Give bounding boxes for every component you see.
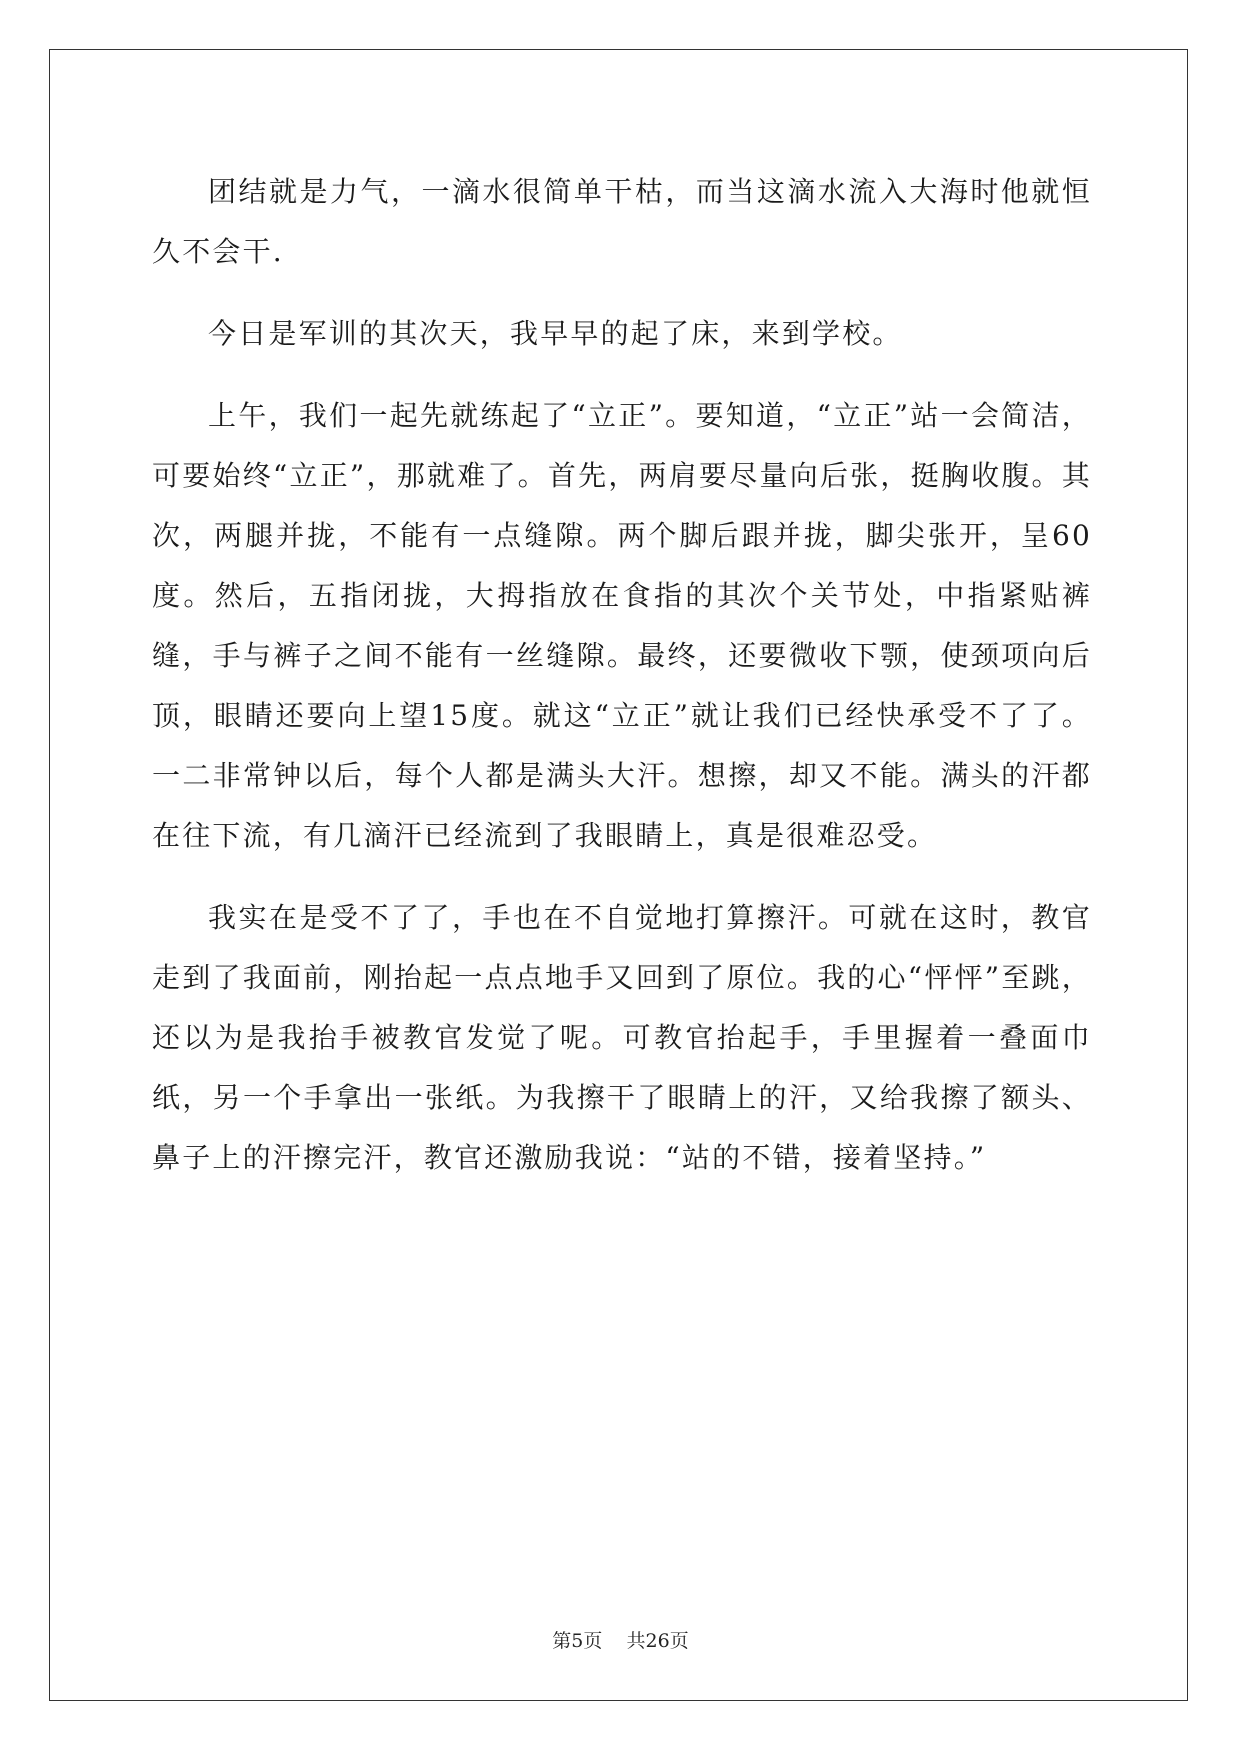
page-footer: [0, 1626, 1241, 1653]
page-number-current: 第5页: [552, 1630, 603, 1652]
paragraph-2: 今日是军训的其次天，我早早的起了床，来到学校。: [208, 317, 903, 350]
paragraph-1: 团结就是力气，一滴水很简单干枯，而当这滴水流入大海时他就恒久不会干.: [152, 175, 1092, 268]
paragraph-3: 上午，我们一起先就练起了“立正”。要知道，“立正”站一会简洁，可要始终“立正”，那就难了。首先，两肩要尽量向后张，挺胸收腹。其次，两腿并拢，不能有一点缝隙。两个脚后跟并拢，脚尖张开，呈60度。然后，五指闭拢，大拇指放在食指的其次个关节处，中指紧贴裤缝，手与裤子之间不能有一丝缝隙。最终，还要微收下颚，使颈项向后顶，眼睛还要向上望15度。就这“立正”就让我们已经快承受不了了。一二非常钟以后，每个人都是满头大汗。想擦，却又不能。满头的汗都在往下流，有几滴汗已经流到了我眼睛上，真是很难忍受。: [152, 399, 1092, 852]
page-number-total: 共26页: [626, 1630, 689, 1652]
document-body: [152, 162, 1092, 1210]
paragraph-4: 我实在是受不了了，手也在不自觉地打算擦汗。可就在这时，教官走到了我面前，刚抬起一点点地手又回到了原位。我的心“怦怦”至跳，还以为是我抬手被教官发觉了呢。可教官抬起手，手里握着一叠面巾纸，另一个手拿出一张纸。为我擦干了眼睛上的汗，又给我擦了额头、鼻子上的汗擦完汗，教官还激励我说：“站的不错，接着坚持。”: [152, 901, 1092, 1174]
